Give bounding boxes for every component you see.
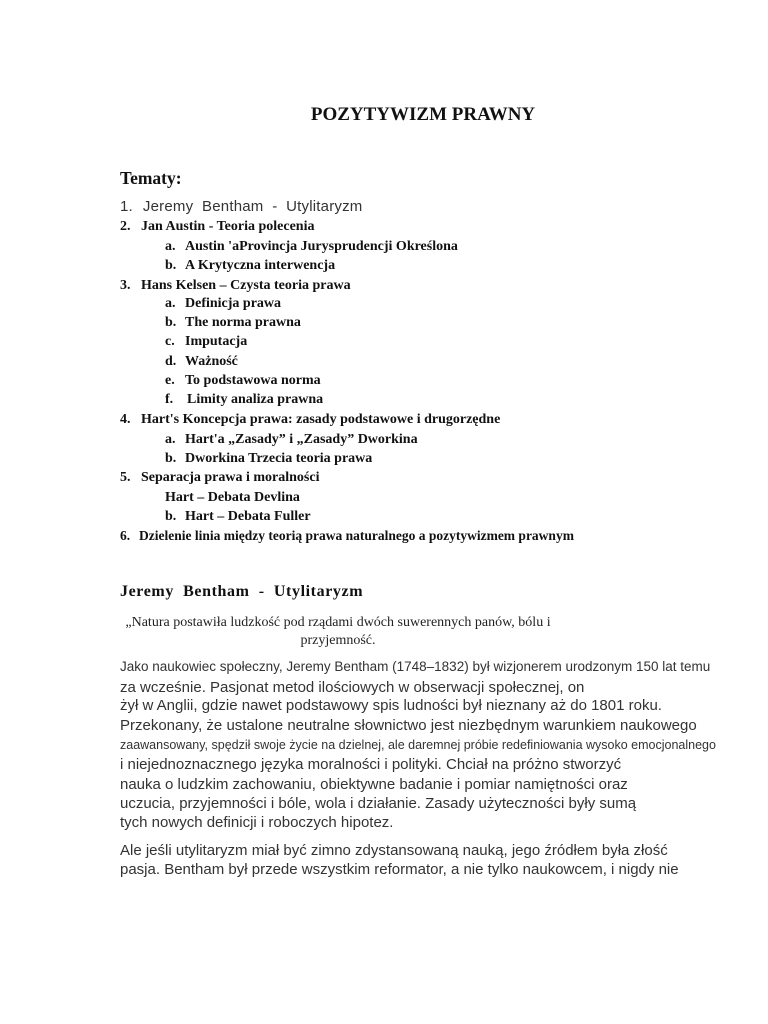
toc-subitem-2b [165, 258, 336, 274]
toc-item-number: f. [165, 392, 174, 407]
toc-subitem-3d [165, 354, 238, 370]
toc-item-text: Dzielenie linia między teorią prawa naturalnego a pozytywizmem prawnym [139, 528, 574, 543]
toc-item-text: Limity analiza prawna [187, 392, 324, 407]
toc-subitem-5a [165, 490, 300, 506]
toc-subitem-3f [165, 392, 324, 408]
quote-line-1: „Natura postawiła ludzkość pod rządami dwóch suwerennych panów, bólu i [125, 615, 551, 630]
topics-heading: Tematy: [120, 168, 182, 188]
toc-item-text: Jeremy Bentham - Utylitaryzm [142, 198, 363, 215]
section-heading: Jeremy Bentham - Utylitaryzm [120, 583, 364, 600]
toc-item-text: A Krytyczna interwencja [185, 258, 336, 273]
toc-item-text: Hans Kelsen – Czysta teoria prawa [141, 278, 351, 293]
paragraph-line: nauka o ludzkim zachowaniu, obiektywne badanie i pomiar namiętności oraz [120, 776, 628, 793]
paragraph-line: pasja. Bentham był przede wszystkim reformator, a nie tylko naukowcem, i nigdy nie [120, 861, 679, 878]
toc-subitem-5b [165, 509, 311, 525]
toc-item-number: 5. [120, 470, 131, 485]
toc-item-number: a. [165, 296, 176, 311]
paragraph-line: tych nowych definicji i roboczych hipotez. [120, 814, 394, 831]
toc-item-text: Jan Austin - Teoria polecenia [141, 219, 315, 234]
toc-item-1 [120, 198, 363, 215]
toc-item-text: Dworkina Trzecia teoria prawa [185, 451, 373, 466]
toc-item-number: a. [165, 239, 176, 254]
toc-item-text: Austin 'aProvincja Jurysprudencji Określona [185, 239, 458, 254]
toc-item-text: To podstawowa norma [185, 373, 321, 388]
toc-item-text: Hart'a „Zasady” i „Zasady” Dworkina [185, 432, 418, 447]
toc-subitem-3e [165, 373, 321, 389]
toc-subitem-4a [165, 432, 418, 448]
toc-item-text: Definicja prawa [185, 296, 282, 311]
toc-item-3 [120, 278, 351, 294]
toc-subitem-4b [165, 451, 373, 467]
paragraph-line: Jako naukowiec społeczny, Jeremy Bentham (1748–1832) był wizjonerem urodzonym 150 lat temu [120, 659, 711, 674]
toc-item-number: 1. [120, 198, 133, 215]
toc-subitem-3b [165, 315, 301, 331]
toc-item-number: b. [165, 451, 177, 466]
document-title: POZYTYWIZM PRAWNY [310, 104, 536, 125]
toc-item-number: 6. [120, 528, 131, 543]
toc-subitem-3c [165, 334, 248, 350]
paragraph-line: i niejednoznacznego języka moralności i polityki. Chciał na próżno stworzyć [120, 756, 622, 773]
toc-item-number: b. [165, 509, 177, 524]
toc-item-text: Hart – Debata Fuller [185, 509, 311, 524]
paragraph-line: żył w Anglii, gdzie nawet podstawowy spis ludności był nieznany aż do 1801 roku. [120, 697, 662, 714]
toc-item-5 [120, 470, 320, 486]
paragraph-line: za wcześnie. Pasjonat metod ilościowych w obserwacji społecznej, on [120, 679, 585, 696]
toc-item-text: Ważność [185, 354, 238, 369]
toc-item-6 [120, 528, 574, 544]
toc-item-number: 3. [120, 278, 131, 293]
paragraph-line: Przekonany, że ustalone neutralne słownictwo jest niezbędnym warunkiem naukowego [120, 717, 697, 734]
toc-item-number: d. [165, 354, 177, 369]
quote-line-2: przyjemność. [300, 633, 376, 648]
toc-item-number: c. [165, 334, 175, 349]
toc-item-number: b. [165, 315, 177, 330]
toc-item-number: b. [165, 258, 177, 273]
toc-item-text: Imputacja [185, 334, 248, 349]
toc-item-number: 2. [120, 219, 131, 234]
toc-item-text: Separacja prawa i moralności [141, 470, 320, 485]
toc-item-number: a. [165, 432, 176, 447]
toc-item-number: 4. [120, 412, 131, 427]
toc-subitem-3a [165, 296, 282, 312]
toc-item-text: Hart's Koncepcja prawa: zasady podstawowe i drugorzędne [141, 412, 501, 427]
toc-item-text: Hart – Debata Devlina [165, 490, 300, 505]
toc-subitem-2a [165, 239, 458, 255]
toc-item-text: The norma prawna [185, 315, 301, 330]
toc-item-number: e. [165, 373, 175, 388]
paragraph-line: Ale jeśli utylitaryzm miał być zimno zdystansowaną nauką, jego źródłem była złość [120, 842, 668, 859]
toc-item-2 [120, 219, 315, 235]
toc-item-4 [120, 412, 501, 428]
paragraph-line: zaawansowany, spędził swoje życie na dzielnej, ale daremnej próbie redefiniowania wysoko emocjonalnego [120, 738, 716, 752]
paragraph-line: uczucia, przyjemności i bóle, wola i działanie. Zasady użyteczności były sumą [120, 795, 637, 812]
